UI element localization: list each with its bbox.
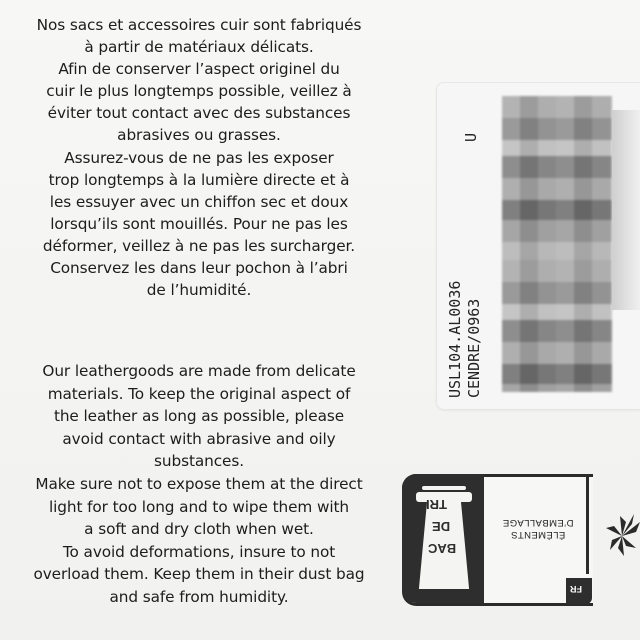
text-line: Make sure not to expose them at the direct <box>35 474 363 493</box>
text-line: déformer, veillez à ne pas les surcharger. <box>42 236 356 255</box>
text-line: and safe from humidity. <box>109 587 289 606</box>
text-line: substances. <box>154 452 244 471</box>
text-line: Conservez les dans leur pochon à l’abri <box>50 259 348 278</box>
text-line: light for too long and to wipe them with <box>48 497 350 516</box>
text-line: To avoid deformations, insure to not <box>62 542 336 561</box>
french-care-text <box>0 14 398 301</box>
text-line: the leather as long as possible, please <box>53 407 345 426</box>
recycling-box-border <box>586 474 589 574</box>
packaging-elements-label <box>498 516 578 540</box>
elements-line: D’EMBALLAGE <box>502 517 574 528</box>
size-letter: U <box>462 132 480 142</box>
text-line: Afin de conserver l’aspect originel du <box>58 60 340 79</box>
text-line: lorsqu’ils sont mouillés. Pour ne pas les <box>50 214 348 233</box>
bin-word: TRI <box>426 497 447 512</box>
product-code <box>446 281 484 398</box>
label-edge-shadow <box>612 110 640 310</box>
text-line: overload them. Keep them in their dust bag <box>33 565 365 584</box>
text-line: Assurez-vous de ne pas les exposer <box>64 148 334 167</box>
country-code: FR <box>570 584 582 594</box>
english-care-text <box>0 360 398 609</box>
text-line: materials. To keep the original aspect of <box>47 384 351 403</box>
elements-line: ÉLÉMENTS <box>510 529 566 540</box>
text-line: de l’humidité. <box>146 281 252 300</box>
pixelated-barcode <box>502 96 612 392</box>
sorting-bin-icon <box>408 478 480 598</box>
text-line: les essuyer avec un chiffon sec et doux <box>49 192 349 211</box>
bin-word: BAC <box>428 541 457 556</box>
triman-icon <box>600 492 640 582</box>
text-line: cuir le plus longtemps possible, veillez à <box>46 82 352 101</box>
text-line: Our leathergoods are made from delicate <box>42 362 356 380</box>
bin-word: DE <box>432 519 451 534</box>
text-line: a soft and dry cloth when wet. <box>84 520 314 539</box>
text-line: à partir de matériaux délicats. <box>84 38 314 57</box>
text-line: abrasives ou grasses. <box>117 126 281 145</box>
text-line: Nos sacs et accessoires cuir sont fabriqués <box>36 16 362 34</box>
product-reference: USL104.AL0036 <box>446 280 464 398</box>
text-line: éviter tout contact avec des substances <box>47 104 351 123</box>
text-line: trop longtemps à la lumière directe et à <box>48 170 350 189</box>
text-line: avoid contact with abrasive and oily <box>62 429 336 448</box>
product-color-code: CENDRE/0963 <box>465 298 483 398</box>
